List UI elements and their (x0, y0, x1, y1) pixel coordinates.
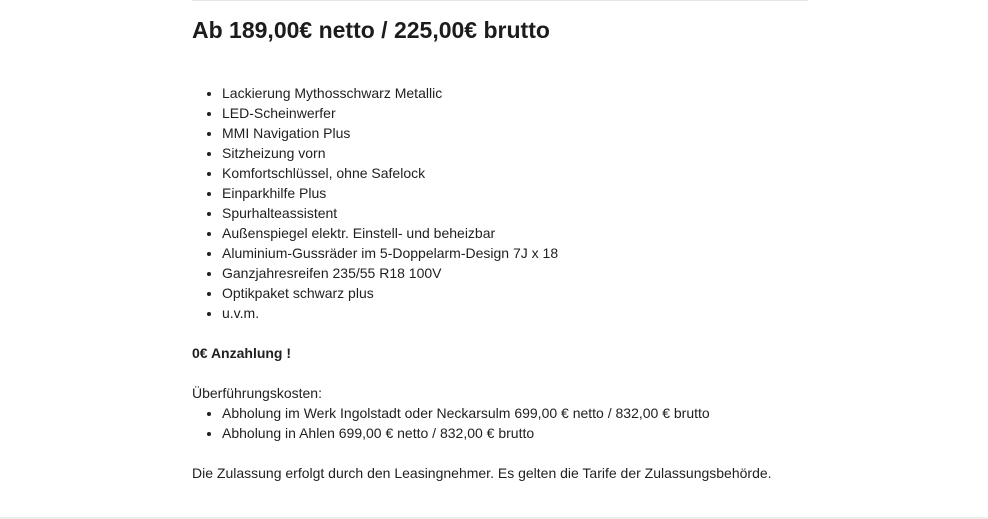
top-divider (192, 0, 808, 1)
feature-item: • LED-Scheinwerfer (222, 103, 792, 123)
transfer-cost-item: • Abholung im Werk Ingolstadt oder Neckarsulm 699,00 € netto / 832,00 € brutto (222, 403, 792, 423)
feature-item: • MMI Navigation Plus (222, 123, 792, 143)
transfer-costs-list (192, 403, 792, 443)
feature-item: • Optikpaket schwarz plus (222, 283, 792, 303)
feature-item: • Aluminium-Gussräder im 5-Doppelarm-Design 7J x 18 (222, 243, 792, 263)
feature-item: • u.v.m. (222, 303, 792, 323)
feature-list (192, 83, 792, 323)
feature-item: • Außenspiegel elektr. Einstell- und beheizbar (222, 223, 792, 243)
feature-item: • Komfortschlüssel, ohne Safelock (222, 163, 792, 183)
feature-item: • Lackierung Mythosschwarz Metallic (222, 83, 792, 103)
down-payment-note: 0€ Anzahlung ! (192, 345, 292, 361)
feature-item: • Sitzheizung vorn (222, 143, 792, 163)
feature-item: • Einparkhilfe Plus (222, 183, 792, 203)
price-heading: Ab 189,00€ netto / 225,00€ brutto (192, 17, 550, 43)
transfer-cost-item: • Abholung in Ahlen 699,00 € netto / 832,00 € brutto (222, 423, 792, 443)
transfer-costs-title: Überführungskosten: (192, 385, 322, 401)
offer-details (192, 14, 792, 483)
feature-item: • Ganzjahresreifen 235/55 R18 100V (222, 263, 792, 283)
feature-item: • Spurhalteassistent (222, 203, 792, 223)
registration-note: Die Zulassung erfolgt durch den Leasingnehmer. Es gelten die Tarife der Zulassungsbehörde. (192, 465, 772, 481)
